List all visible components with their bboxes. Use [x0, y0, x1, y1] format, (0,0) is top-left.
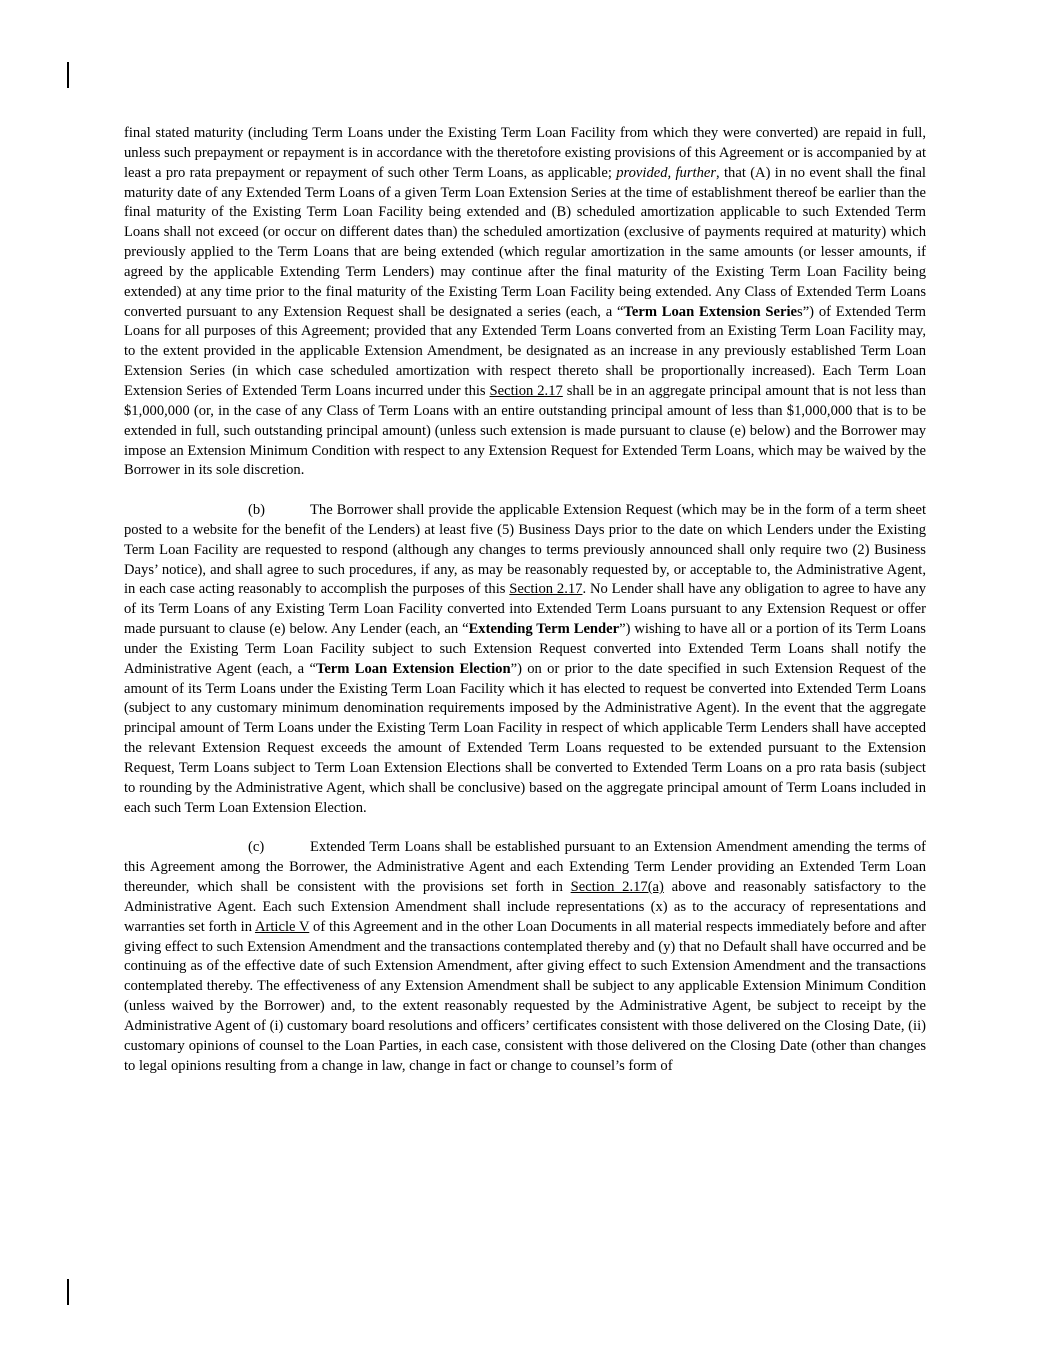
revision-bar-top — [67, 62, 69, 88]
text-run: above and reasonably satisfactory to the Administrative Agent. Each such Extension Amendment shall include representations (x) as to the accuracy of representations and warranties set forth in — [124, 879, 926, 935]
paragraph-b — [124, 501, 926, 819]
italic-term-provided-further: provided, further — [616, 164, 717, 181]
paragraph-continuation — [124, 124, 926, 481]
article-reference-v: Article V — [254, 918, 310, 935]
paragraph-number-c: (c) — [248, 839, 265, 856]
text-run: of this Agreement and in the other Loan Documents in all material respects immediately before and after giving effect to such Extension Amendment and the transactions contemplated thereby and (y) that no Default shall have occurred and be continuing as of the effective date of such Extension Amendment, after giving effect to such Extension Amendment and the transactions contemplated thereby. The effectiveness of any Extension Amendment shall be subject to any applicable Extension Minimum Condition (unless waived by the Borrower) and, to the extent reasonably requested by the Administrative Agent, be subject to receipt by the Administrative Agent of (i) customary board resolutions and officers’ certificates consistent with those delivered on the Closing Date, (ii) customary opinions of counsel to the Loan Parties, in each case, consistent with those delivered on the Closing Date (other than changes to legal opinions resulting from a change in law, change in fact or change to counsel’s form of — [124, 918, 926, 1074]
text-run: final stated maturity (including Term Loans under the Existing Term Loan Facility from which they were converted) are repaid in full, unless such prepayment or repayment is in accordance with the theretofore existing provisions of this Agreement or is accompanied by at least a pro rata prepayment or repayment of such other Term Loans, as applicable; — [124, 125, 926, 181]
text-run: s”) of Extended Term Loans for all purposes of this Agreement; provided that any Extended Term Loans converted from an Existing Term Loan Facility may, to the extent provided in the applicable Extension Amendment, be designated as an increase in any previously established Term Loan Extension Series (in which case scheduled amortization with respect thereto shall be proportionally increased). Each Term Loan Extension Series of Extended Term Loans incurred under this — [124, 303, 926, 399]
defined-term-extending-term-lender: Extending Term Lender — [468, 621, 620, 638]
paragraph-c — [124, 838, 926, 1076]
document-body — [124, 124, 926, 1096]
defined-term-term-loan-extension-series: Term Loan Extension Serie — [623, 303, 798, 320]
section-reference-2-17: Section 2.17 — [489, 382, 563, 399]
text-run: . No Lender shall have any obligation to agree to have any of its Term Loans of any Existing Term Loan Facility converted into Extended Term Loans pursuant to any Extension Request or offer made pursuant to clause (e) below. Any Lender (each, an “ — [124, 581, 926, 638]
text-run: shall be in an aggregate principal amount that is not less than $1,000,000 (or, in the case of any Class of Term Loans with an entire outstanding principal amount of less than $1,000,000 that is to be extended in full, such outstanding principal amount) (unless such extension is made pursuant to clause (e) below) and the Borrower may impose an Extension Minimum Condition with respect to any Extension Request for Extended Term Loans, which may be waived by the Borrower in its sole discretion. — [124, 382, 926, 479]
section-reference-2-17a: Section 2.17(a) — [570, 879, 664, 896]
defined-term-term-loan-extension-election: Term Loan Extension Election — [315, 660, 511, 677]
text-run: The Borrower shall provide the applicable Extension Request (which may be in the form of a term sheet posted to a website for the benefit of the Lenders) at least five (5) Business Days prior to the date on which Lenders under the Existing Term Loan Facility are requested to respond (although any changes to terms previously announced shall only require two (2) Business Days’ notice), and shall agree to such procedures, if any, as may be reasonably requested by, or acceptable to, the Administrative Agent, in each case acting reasonably to accomplish the purposes of this — [124, 502, 926, 598]
revision-bar-bottom — [67, 1279, 69, 1305]
text-run: Extended Term Loans shall be established pursuant to an Extension Amendment amending the terms of this Agreement among the Borrower, the Administrative Agent and each Extending Term Lender providing an Extended Term Loan thereunder, which shall be consistent with the provisions set forth in — [124, 839, 926, 896]
section-reference-2-17: Section 2.17 — [509, 581, 583, 598]
text-run: ”) wishing to have all or a portion of its Term Loans under the Existing Term Loan Facility subject to such Extension Request converted into Extended Term Loans shall notify the Administrative Agent (each, a “ — [124, 621, 926, 677]
paragraph-number-b: (b) — [248, 502, 266, 519]
text-run: ”) on or prior to the date specified in such Extension Request of the amount of its Term Loans under the Existing Term Loan Facility which it has elected to request be converted into Extended Term Loans (subject to any customary minimum denomination requirements imposed by the Administrative Agent). In the event that the aggregate principal amount of Term Loans under the Existing Term Loan Facility in respect of which applicable Term Lenders shall have accepted the relevant Extension Request exceeds the amount of Extended Term Loans requested to be extended pursuant to the Extension Request, Term Loans subject to Term Loan Extension Elections shall be converted to Extended Term Loans on a pro rata basis (subject to rounding by the Administrative Agent, which shall be conclusive) based on the aggregate principal amount of Term Loans included in each such Term Loan Extension Election. — [124, 660, 926, 816]
text-run: , that (A) in no event shall the final maturity date of any Extended Term Loans of a given Term Loan Extension Series at the time of establishment thereof be earlier than the final maturity of the Existing Term Loan Facility being extended and (B) scheduled amortization applicable to such Extended Term Loans shall not exceed (or occur on different dates than) the scheduled amortization (exclusive of payments required at maturity) which previously applied to the Term Loans that are being extended (which regular amortization in the same amounts (or lesser amounts, if agreed by the applicable Extending Term Lenders) may continue after the final maturity of the Existing Term Loan Facility being extended) at any time prior to the final maturity of the Existing Term Loan Facility being extended. Any Class of Extended Term Loans converted pursuant to any Extension Request shall be designated a series (each, a “ — [124, 164, 926, 320]
